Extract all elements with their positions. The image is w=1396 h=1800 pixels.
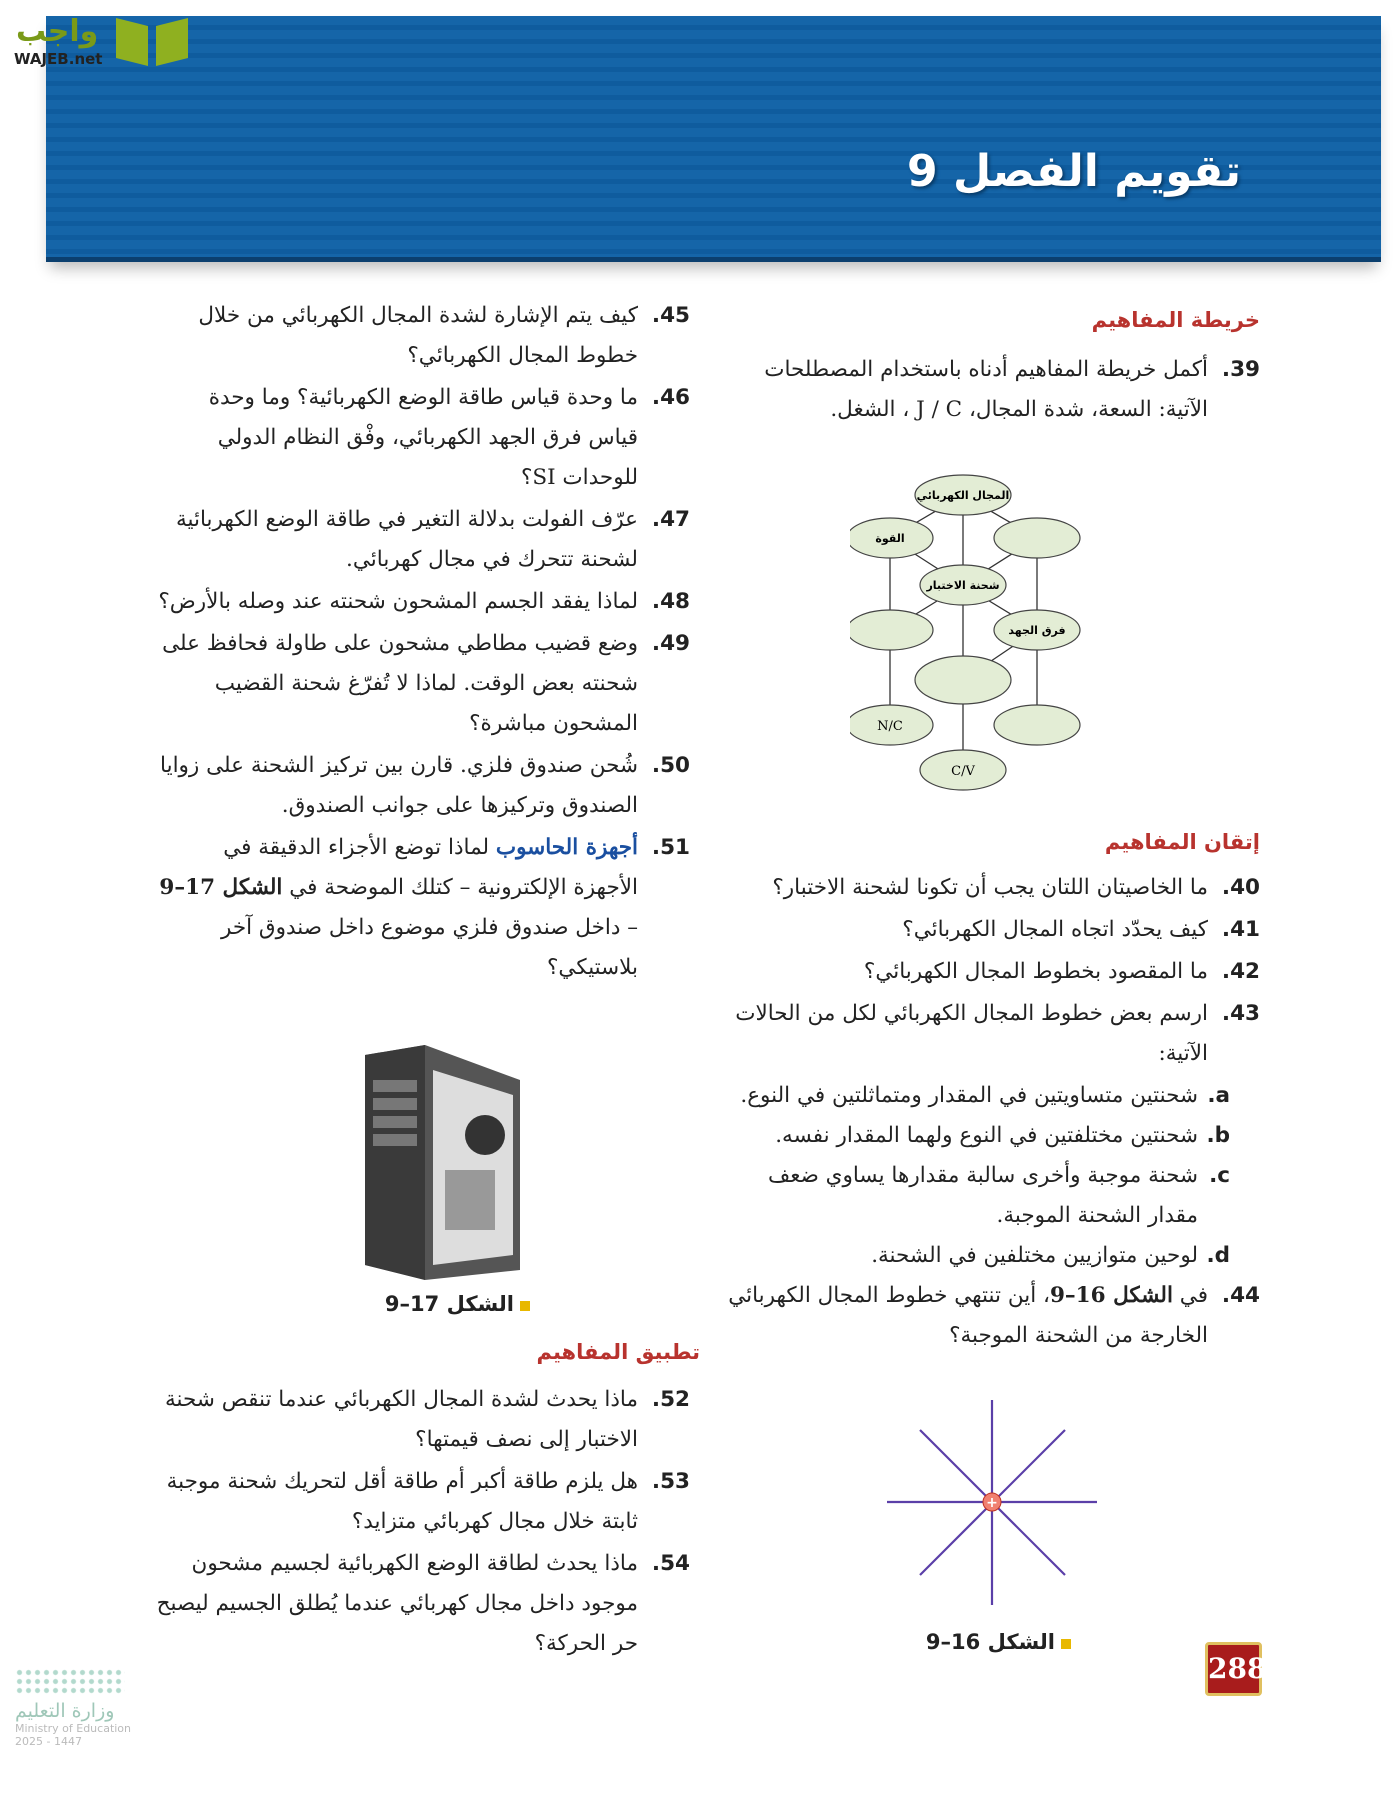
- chapter-title: تقويم الفصل 9: [907, 146, 1241, 197]
- question-41: .41 كيف يحدّد اتجاه المجال الكهربائي؟: [902, 917, 1260, 942]
- node-empty: [850, 610, 933, 650]
- section-heading-application: تطبيق المفاهيم: [536, 1340, 700, 1364]
- ministry-dots-icon: [15, 1668, 125, 1696]
- node-label: فرق الجهد: [1008, 624, 1066, 637]
- figure-16-caption: الشكل 16–9: [926, 1630, 1071, 1654]
- node-empty: [994, 705, 1080, 745]
- question-53: .53 هل يلزم طاقة أكبر أم طاقة أقل لتحريك شحنة موجبة ثابتة خلال مجال كهربائي متزايد؟: [166, 1469, 690, 1534]
- computer-case-photo: [355, 1040, 525, 1280]
- svg-text:WAJEB.net: WAJEB.net: [14, 50, 103, 68]
- question-47: .47 عرّف الفولت بدلالة التغير في طاقة الوضع الكهربائية لشحنة تتحرك في مجال كهربائي.: [175, 507, 690, 572]
- node-label: C/V: [951, 764, 975, 779]
- left-column: [155, 296, 690, 990]
- figure-17-caption: الشكل 17–9: [385, 1292, 530, 1316]
- wajeb-logo: [8, 6, 193, 70]
- node-label: N/C: [877, 719, 903, 734]
- section-heading-mastery: إتقان المفاهيم: [1104, 830, 1260, 854]
- question-40: .40 ما الخاصيتان اللتان يجب أن تكونا لشحنة الاختبار؟: [772, 875, 1260, 900]
- right-column: [720, 300, 1260, 432]
- question-39: .39 أكمل خريطة المفاهيم أدناه باستخدام المصطلحات الآتية: السعة، شدة المجال، J / C ، الشغل.: [764, 357, 1260, 422]
- question-43c: .c شحنة موجبة وأخرى سالبة مقدارها يساوي ضعف مقدار الشحنة الموجبة.: [767, 1163, 1230, 1228]
- question-43a: .a شحنتين متساويتين في المقدار ومتماثلتين في النوع.: [740, 1083, 1230, 1108]
- question-51: .51 أجهزة الحاسوب لماذا توضع الأجزاء الدقيقة في الأجهزة الإلكترونية – كتلك الموضحة في الشكل 17–9 – داخل صندوق فلزي موضوع داخل صندوق آخر بلاستيكي؟: [159, 835, 690, 980]
- node-label: القوة: [875, 532, 905, 545]
- question-50: .50 شُحن صندوق فلزي. قارن بين تركيز الشحنة على زوايا الصندوق وتركيزها على جوانب الصندوق.: [160, 753, 690, 818]
- application-section: [155, 1332, 700, 1666]
- node-empty: [915, 656, 1011, 704]
- question-42: .42 ما المقصود بخطوط المجال الكهربائي؟: [863, 959, 1260, 984]
- question-43: .43 ارسم بعض خطوط المجال الكهربائي لكل من الحالات الآتية:: [735, 1001, 1260, 1066]
- mastery-section: [720, 822, 1260, 1358]
- node-label: المجال الكهربائي: [916, 489, 1010, 502]
- figure-16-9-field-lines: [885, 1395, 1100, 1610]
- svg-text:+: +: [986, 1495, 998, 1511]
- node-empty: [994, 518, 1080, 558]
- ministry-logo: وزارة التعليم Ministry of Education 2025 - 1447: [15, 1668, 150, 1748]
- question-43d: .d لوحين متوازيين مختلفين في الشحنة.: [871, 1243, 1230, 1268]
- question-48: .48 لماذا يفقد الجسم المشحون شحنته عند وصله بالأرض؟: [158, 589, 690, 614]
- question-43b: .b شحنتين مختلفتين في النوع ولهما المقدار نفسه.: [775, 1123, 1230, 1148]
- question-46: .46 ما وحدة قياس طاقة الوضع الكهربائية؟ وما وحدة قياس فرق الجهد الكهربائي، وفْق النظام الدولي للوحدات SI؟: [208, 385, 690, 490]
- node-label: شحنة الاختبار: [926, 579, 1000, 592]
- concept-map-diagram: [850, 470, 1140, 795]
- section-heading-concept-map: خريطة المفاهيم: [1091, 308, 1260, 332]
- question-54: .54 ماذا يحدث لطاقة الوضع الكهربائية لجسيم مشحون موجود داخل مجال كهربائي عندما يُطلق الجسيم ليصبح حر الحركة؟: [156, 1551, 690, 1656]
- page-number: 288: [1205, 1642, 1262, 1696]
- question-49: .49 وضع قضيب مطاطي مشحون على طاولة فحافظ على شحنته بعض الوقت. لماذا لا تُفرّغ شحنة القضيب المشحون مباشرة؟: [162, 631, 690, 736]
- chapter-header-banner: [46, 16, 1381, 262]
- question-44: .44 في الشكل 16–9، أين تنتهي خطوط المجال الكهربائي الخارجة من الشحنة الموجبة؟: [728, 1283, 1260, 1348]
- question-45: .45 كيف يتم الإشارة لشدة المجال الكهربائي من خلال خطوط المجال الكهربائي؟: [198, 303, 690, 368]
- svg-text:واجب: واجب: [16, 14, 99, 49]
- question-52: .52 ماذا يحدث لشدة المجال الكهربائي عندما تنقص شحنة الاختبار إلى نصف قيمتها؟: [165, 1387, 690, 1452]
